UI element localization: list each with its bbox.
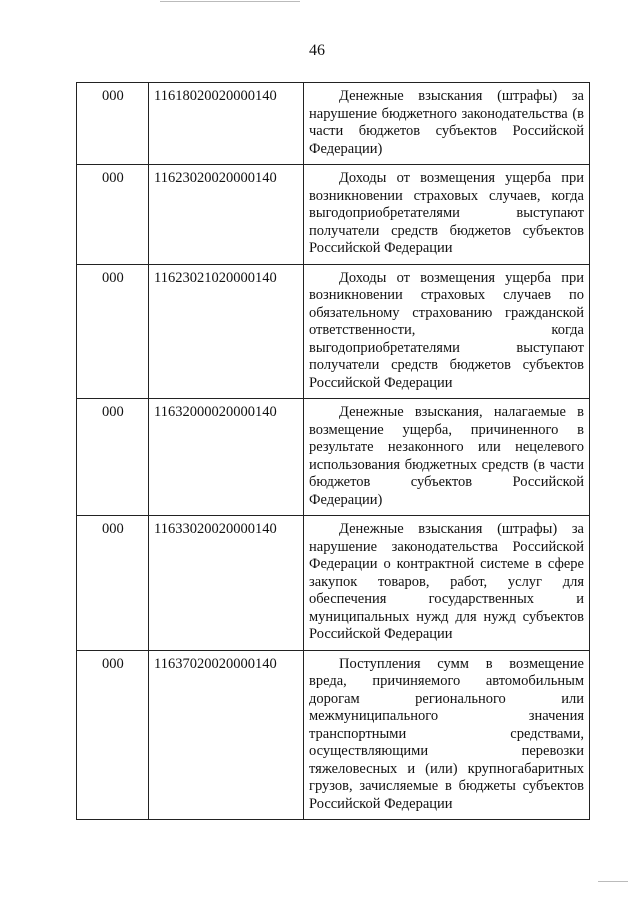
- budget-code-cell: 11618020020000140: [149, 83, 304, 165]
- admin-code-cell: 000: [77, 399, 149, 516]
- table-row: [77, 650, 590, 820]
- description-cell: Поступления сумм в возмещение вреда, причиняемого автомобильным дорогам регионального или межмуниципального значения транспортными средствами, осуществляющими перевозки тяжеловесных и (или) крупногабаритных грузов, зачисляемые в бюджеты субъектов Российской Федерации: [304, 650, 590, 820]
- admin-code-cell: 000: [77, 516, 149, 651]
- budget-code-cell: 11633020020000140: [149, 516, 304, 651]
- description-cell: Доходы от возмещения ущерба при возникновении страховых случаев по обязательному страхованию гражданской ответственности, когда выгодоприобретателями выступают получатели средств бюджетов субъектов Российской Федерации: [304, 264, 590, 399]
- budget-code-cell: 11632000020000140: [149, 399, 304, 516]
- admin-code-cell: 000: [77, 650, 149, 820]
- description-cell: Денежные взыскания, налагаемые в возмещение ущерба, причиненного в результате незаконного или нецелевого использования бюджетных средств (в части бюджетов субъектов Российской Федерации): [304, 399, 590, 516]
- table-row: [77, 516, 590, 651]
- table-row: [77, 399, 590, 516]
- scan-artifact-bottom: [598, 881, 628, 882]
- table-row: [77, 165, 590, 265]
- admin-code-cell: 000: [77, 83, 149, 165]
- budget-code-cell: 11637020020000140: [149, 650, 304, 820]
- budget-codes-table: [76, 82, 590, 820]
- description-cell: Доходы от возмещения ущерба при возникновении страховых случаев, когда выгодоприобретателями выступают получатели средств бюджетов субъектов Российской Федерации: [304, 165, 590, 265]
- table-row: [77, 264, 590, 399]
- admin-code-cell: 000: [77, 165, 149, 265]
- scan-artifact-top: [160, 1, 300, 2]
- admin-code-cell: 000: [77, 264, 149, 399]
- budget-code-cell: 11623021020000140: [149, 264, 304, 399]
- page-number: 46: [309, 42, 325, 59]
- budget-code-cell: 11623020020000140: [149, 165, 304, 265]
- description-cell: Денежные взыскания (штрафы) за нарушение бюджетного законодательства (в части бюджетов субъектов Российской Федерации): [304, 83, 590, 165]
- description-cell: Денежные взыскания (штрафы) за нарушение законодательства Российской Федерации о контрактной системе в сфере закупок товаров, работ, услуг для обеспечения государственных и муниципальных нужд для нужд субъектов Российской Федерации: [304, 516, 590, 651]
- table-row: [77, 83, 590, 165]
